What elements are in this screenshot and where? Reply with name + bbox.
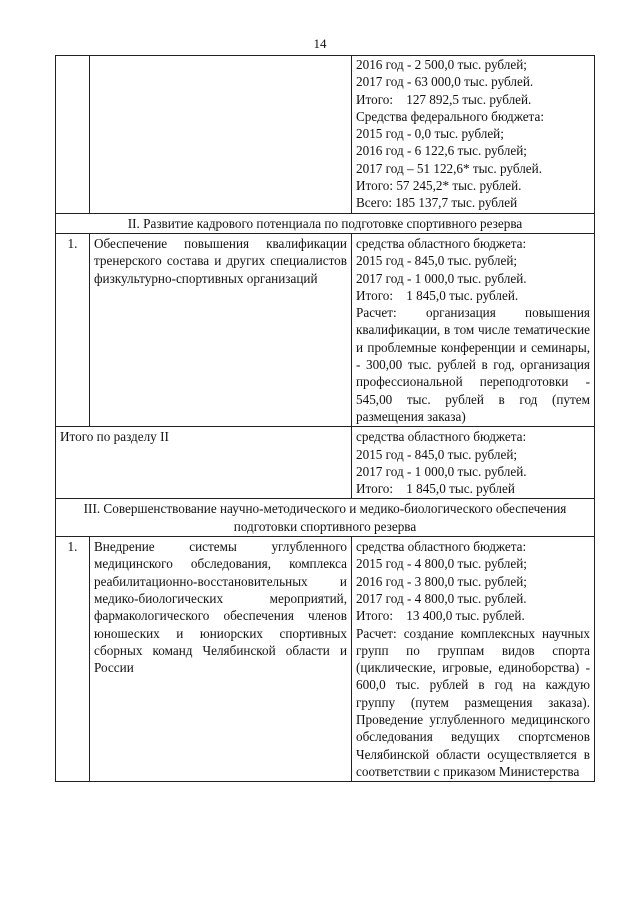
funding-cell xyxy=(352,537,595,782)
funding-line: 2017 год - 4 800,0 тыс. рублей. xyxy=(356,590,527,606)
funding-line: Всего: 185 137,7 тыс. рублей xyxy=(356,195,518,211)
funding-line: Итого: 13 400,0 тыс. рублей. xyxy=(356,608,525,624)
calculation-text: Расчет: создание комплексных научных групп по группам видов спорта (циклические, игровые, единоборства) - 600,0 тыс. рублей в год на каждую группу (путем размещения заказа). Проведение углубленного медицинского обследования ведущих спортсменов Челябинской области осуществляется в соответствии с приказом Министерства xyxy=(356,625,590,779)
section-header-row xyxy=(56,213,595,233)
funding-line: средства областного бюджета: xyxy=(356,235,527,251)
page-number: 14 xyxy=(313,36,327,51)
calculation-text: Расчет: организация повышения квалификации, в том числе тематические и проблемные конференции и семинары, - 300,00 тыс. рублей в год, организация профессиональной переподготовки - 545,00 тыс. рублей в год (путем размещения заказа) xyxy=(356,305,590,424)
row-number: 1. xyxy=(56,537,90,782)
funding-cell xyxy=(352,233,595,426)
funding-line: 2015 год - 4 800,0 тыс. рублей; xyxy=(356,556,527,572)
table-row-continued xyxy=(56,56,595,214)
funding-line: Итого: 1 845,0 тыс. рублей xyxy=(356,481,515,497)
section-2-title: II. Развитие кадрового потенциала по подготовке спортивного резерва xyxy=(56,213,595,233)
funding-line: 2015 год - 845,0 тыс. рублей; xyxy=(356,446,518,462)
funding-line: 2017 год - 63 000,0 тыс. рублей. xyxy=(356,74,534,90)
funding-line: 2017 год - 1 000,0 тыс. рублей. xyxy=(356,270,527,286)
funding-line: 2016 год - 6 122,6 тыс. рублей; xyxy=(356,143,527,159)
funding-line: 2016 год - 2 500,0 тыс. рублей; xyxy=(356,57,527,72)
funding-line: 2017 год - 1 000,0 тыс. рублей. xyxy=(356,463,527,479)
funding-line: средства областного бюджета: xyxy=(356,429,527,445)
measure-description: Обеспечение повышения квалификации тренерского состава и других специалистов физкультурно-спортивных организаций xyxy=(90,233,352,426)
empty-cell xyxy=(56,56,90,214)
table-row xyxy=(56,233,595,426)
total-funding-cell xyxy=(352,427,595,499)
continued-funding-cell xyxy=(352,56,595,214)
empty-cell xyxy=(90,56,352,214)
funding-line: Средства федерального бюджета: xyxy=(356,108,544,124)
funding-line: Итого: 127 892,5 тыс. рублей. xyxy=(356,91,532,107)
section-header-row xyxy=(56,499,595,537)
program-table xyxy=(55,55,595,782)
funding-line: Итого: 57 245,2* тыс. рублей. xyxy=(356,178,522,194)
table-row xyxy=(56,537,595,782)
funding-line: средства областного бюджета: xyxy=(356,539,527,555)
row-number: 1. xyxy=(56,233,90,426)
section-3-title: III. Совершенствование научно-методического и медико-биологического обеспечения подготовки спортивного резерва xyxy=(56,499,595,537)
measure-description: Внедрение системы углубленного медицинского обследования, комплекса реабилитационно-восстановительных и медико-биологических мероприятий, фармакологического обеспечения членов юношеских и юниорских спортивных сборных команд Челябинской области и России xyxy=(90,537,352,782)
section-2-total-label: Итого по разделу II xyxy=(56,427,352,499)
funding-line: Итого: 1 845,0 тыс. рублей. xyxy=(356,287,519,303)
section-total-row xyxy=(56,427,595,499)
funding-line: 2015 год - 0,0 тыс. рублей; xyxy=(356,126,504,142)
funding-line: 2017 год – 51 122,6* тыс. рублей. xyxy=(356,160,542,176)
funding-line: 2015 год - 845,0 тыс. рублей; xyxy=(356,253,518,269)
funding-line: 2016 год - 3 800,0 тыс. рублей; xyxy=(356,573,527,589)
